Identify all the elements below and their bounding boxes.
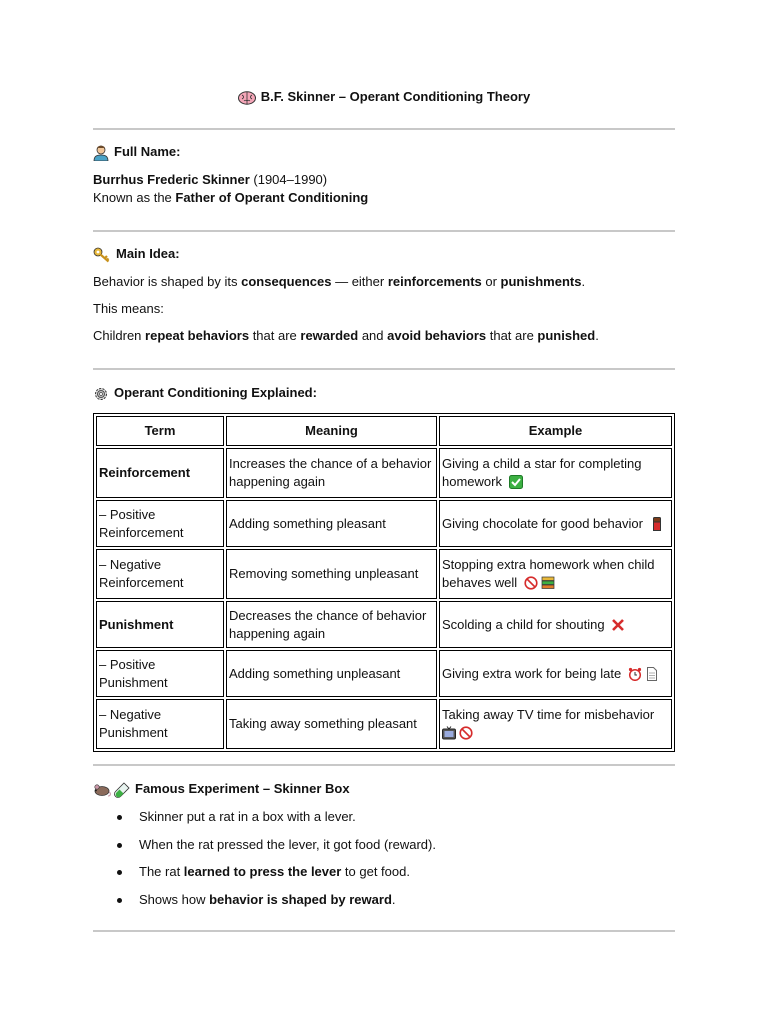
main-idea-paragraph-3: Children repeat behaviors that are rewarded and avoid behaviors that are punished.: [93, 328, 599, 343]
experiment-list: [93, 806, 436, 916]
meaning-cell: Adding something unpleasant: [226, 650, 437, 697]
cross-mark-icon: [611, 618, 625, 632]
known-as-line: Known as the Father of Operant Conditioning: [93, 190, 369, 205]
list-item: When the rat pressed the lever, it got food (reward).: [139, 834, 436, 862]
operant-conditioning-table: [93, 413, 675, 752]
page-title: [93, 89, 675, 105]
no-entry-icon: [459, 726, 473, 740]
table-row: [96, 549, 672, 599]
alarm-clock-icon: [628, 667, 642, 681]
meaning-cell: Adding something pleasant: [226, 500, 437, 547]
example-cell: Giving extra work for being late: [439, 650, 672, 697]
main-idea-heading: Main Idea:: [93, 246, 180, 263]
books-icon: [541, 576, 555, 590]
chocolate-icon: [650, 517, 664, 531]
title-text: B.F. Skinner – Operant Conditioning Theory: [260, 89, 531, 104]
explained-heading: Operant Conditioning Explained:: [93, 385, 317, 402]
column-header-example: Example: [439, 416, 672, 446]
test-tube-icon: [114, 782, 130, 798]
divider: [93, 230, 675, 232]
table-row: [96, 601, 672, 648]
divider: [93, 764, 675, 766]
person-icon: [93, 145, 109, 161]
column-header-term: Term: [96, 416, 224, 446]
tv-icon: [442, 726, 456, 740]
main-idea-paragraph-2: This means:: [93, 301, 164, 316]
table-row: [96, 699, 672, 749]
list-item: The rat learned to press the lever to get food.: [139, 861, 436, 889]
meaning-cell: Decreases the chance of behavior happening again: [226, 601, 437, 648]
rat-icon: [93, 783, 111, 797]
term-cell: – Positive Punishment: [96, 650, 224, 697]
example-cell: Stopping extra homework when child behaves well: [439, 549, 672, 599]
meaning-cell: Removing something unpleasant: [226, 549, 437, 599]
no-entry-icon: [524, 576, 538, 590]
divider: [93, 128, 675, 130]
term-cell: – Positive Reinforcement: [96, 500, 224, 547]
full-name-heading: Full Name:: [93, 144, 180, 161]
key-icon: [93, 247, 111, 263]
example-cell: Giving chocolate for good behavior: [439, 500, 672, 547]
check-mark-icon: [509, 475, 523, 489]
brain-icon: [238, 91, 256, 105]
example-cell: Taking away TV time for misbehavior: [439, 699, 672, 749]
column-header-meaning: Meaning: [226, 416, 437, 446]
list-item: Skinner put a rat in a box with a lever.: [139, 806, 436, 834]
gear-icon: [93, 386, 109, 402]
full-name-line: Burrhus Frederic Skinner (1904–1990): [93, 172, 328, 187]
list-item: Shows how behavior is shaped by reward.: [139, 889, 436, 917]
page-icon: [645, 667, 659, 681]
term-cell: Punishment: [96, 601, 224, 648]
experiment-heading: Famous Experiment – Skinner Box: [93, 781, 350, 798]
term-cell: Reinforcement: [96, 448, 224, 498]
term-cell: – Negative Reinforcement: [96, 549, 224, 599]
divider: [93, 368, 675, 370]
table-row: [96, 448, 672, 498]
example-cell: Scolding a child for shouting: [439, 601, 672, 648]
table-row: [96, 650, 672, 697]
meaning-cell: Taking away something pleasant: [226, 699, 437, 749]
example-cell: Giving a child a star for completing homework: [439, 448, 672, 498]
term-cell: – Negative Punishment: [96, 699, 224, 749]
table-header-row: [96, 416, 672, 446]
meaning-cell: Increases the chance of a behavior happening again: [226, 448, 437, 498]
divider: [93, 930, 675, 932]
main-idea-paragraph-1: Behavior is shaped by its consequences — either reinforcements or punishments.: [93, 274, 586, 289]
table-row: [96, 500, 672, 547]
